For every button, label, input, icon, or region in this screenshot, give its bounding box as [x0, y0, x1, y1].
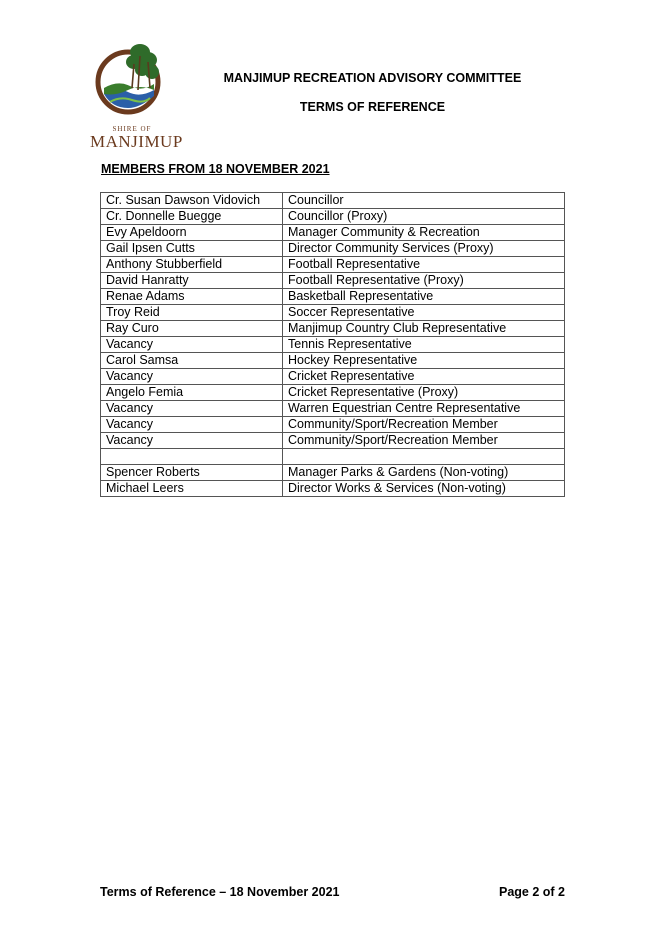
member-name-cell: Vacancy: [101, 401, 283, 417]
member-name-cell: Vacancy: [101, 433, 283, 449]
footer-document-title: Terms of Reference – 18 November 2021: [100, 885, 340, 899]
member-role-cell: Councillor: [283, 193, 565, 209]
member-role-cell: Soccer Representative: [283, 305, 565, 321]
table-row: [101, 305, 565, 321]
footer-page-number: Page 2 of 2: [499, 885, 565, 899]
committee-title: MANJIMUP RECREATION ADVISORY COMMITTEE: [223, 71, 522, 85]
table-row: [101, 289, 565, 305]
logo-shire-of-text: SHIRE OF: [112, 125, 152, 133]
table-row: [101, 465, 565, 481]
member-name-cell: Ray Curo: [101, 321, 283, 337]
member-role-cell: Manager Community & Recreation: [283, 225, 565, 241]
member-name-cell: Cr. Donnelle Buegge: [101, 209, 283, 225]
members-table: [100, 192, 565, 497]
shire-emblem-icon: [90, 38, 176, 124]
shire-logo: [90, 38, 183, 151]
member-role-cell: Football Representative (Proxy): [283, 273, 565, 289]
member-role-cell: Director Works & Services (Non-voting): [283, 481, 565, 497]
member-role-cell: Warren Equestrian Centre Representative: [283, 401, 565, 417]
table-row: [101, 417, 565, 433]
member-role-cell: Cricket Representative: [283, 369, 565, 385]
table-row: [101, 433, 565, 449]
member-name-cell: Spencer Roberts: [101, 465, 283, 481]
member-role-cell: Tennis Representative: [283, 337, 565, 353]
member-name-cell: Michael Leers: [101, 481, 283, 497]
member-role-cell: Councillor (Proxy): [283, 209, 565, 225]
table-row: [101, 225, 565, 241]
table-row: [101, 257, 565, 273]
member-name-cell: Vacancy: [101, 337, 283, 353]
member-role-cell: Football Representative: [283, 257, 565, 273]
member-name-cell: Angelo Femia: [101, 385, 283, 401]
table-row: [101, 369, 565, 385]
table-row: [101, 273, 565, 289]
table-row: [101, 385, 565, 401]
member-role-cell: Director Community Services (Proxy): [283, 241, 565, 257]
member-role-cell: Manjimup Country Club Representative: [283, 321, 565, 337]
document-subtitle: TERMS OF REFERENCE: [299, 100, 446, 114]
member-role-cell: Community/Sport/Recreation Member: [283, 433, 565, 449]
member-role-cell: Basketball Representative: [283, 289, 565, 305]
member-name-cell: Renae Adams: [101, 289, 283, 305]
table-row: [101, 449, 565, 465]
table-row: [101, 321, 565, 337]
member-name-cell: [101, 449, 283, 465]
table-row: [101, 481, 565, 497]
member-name-cell: Cr. Susan Dawson Vidovich: [101, 193, 283, 209]
table-row: [101, 337, 565, 353]
members-section-title: MEMBERS FROM 18 NOVEMBER 2021: [101, 162, 330, 176]
table-row: [101, 241, 565, 257]
member-role-cell: [283, 449, 565, 465]
member-name-cell: Evy Apeldoorn: [101, 225, 283, 241]
table-row: [101, 193, 565, 209]
member-role-cell: Cricket Representative (Proxy): [283, 385, 565, 401]
member-name-cell: Anthony Stubberfield: [101, 257, 283, 273]
member-name-cell: Troy Reid: [101, 305, 283, 321]
member-name-cell: Gail Ipsen Cutts: [101, 241, 283, 257]
member-role-cell: Hockey Representative: [283, 353, 565, 369]
logo-manjimup-text: MANJIMUP: [90, 132, 183, 151]
member-name-cell: Carol Samsa: [101, 353, 283, 369]
member-role-cell: Manager Parks & Gardens (Non-voting): [283, 465, 565, 481]
member-name-cell: David Hanratty: [101, 273, 283, 289]
member-name-cell: Vacancy: [101, 417, 283, 433]
table-row: [101, 209, 565, 225]
member-name-cell: Vacancy: [101, 369, 283, 385]
member-role-cell: Community/Sport/Recreation Member: [283, 417, 565, 433]
table-row: [101, 353, 565, 369]
table-row: [101, 401, 565, 417]
